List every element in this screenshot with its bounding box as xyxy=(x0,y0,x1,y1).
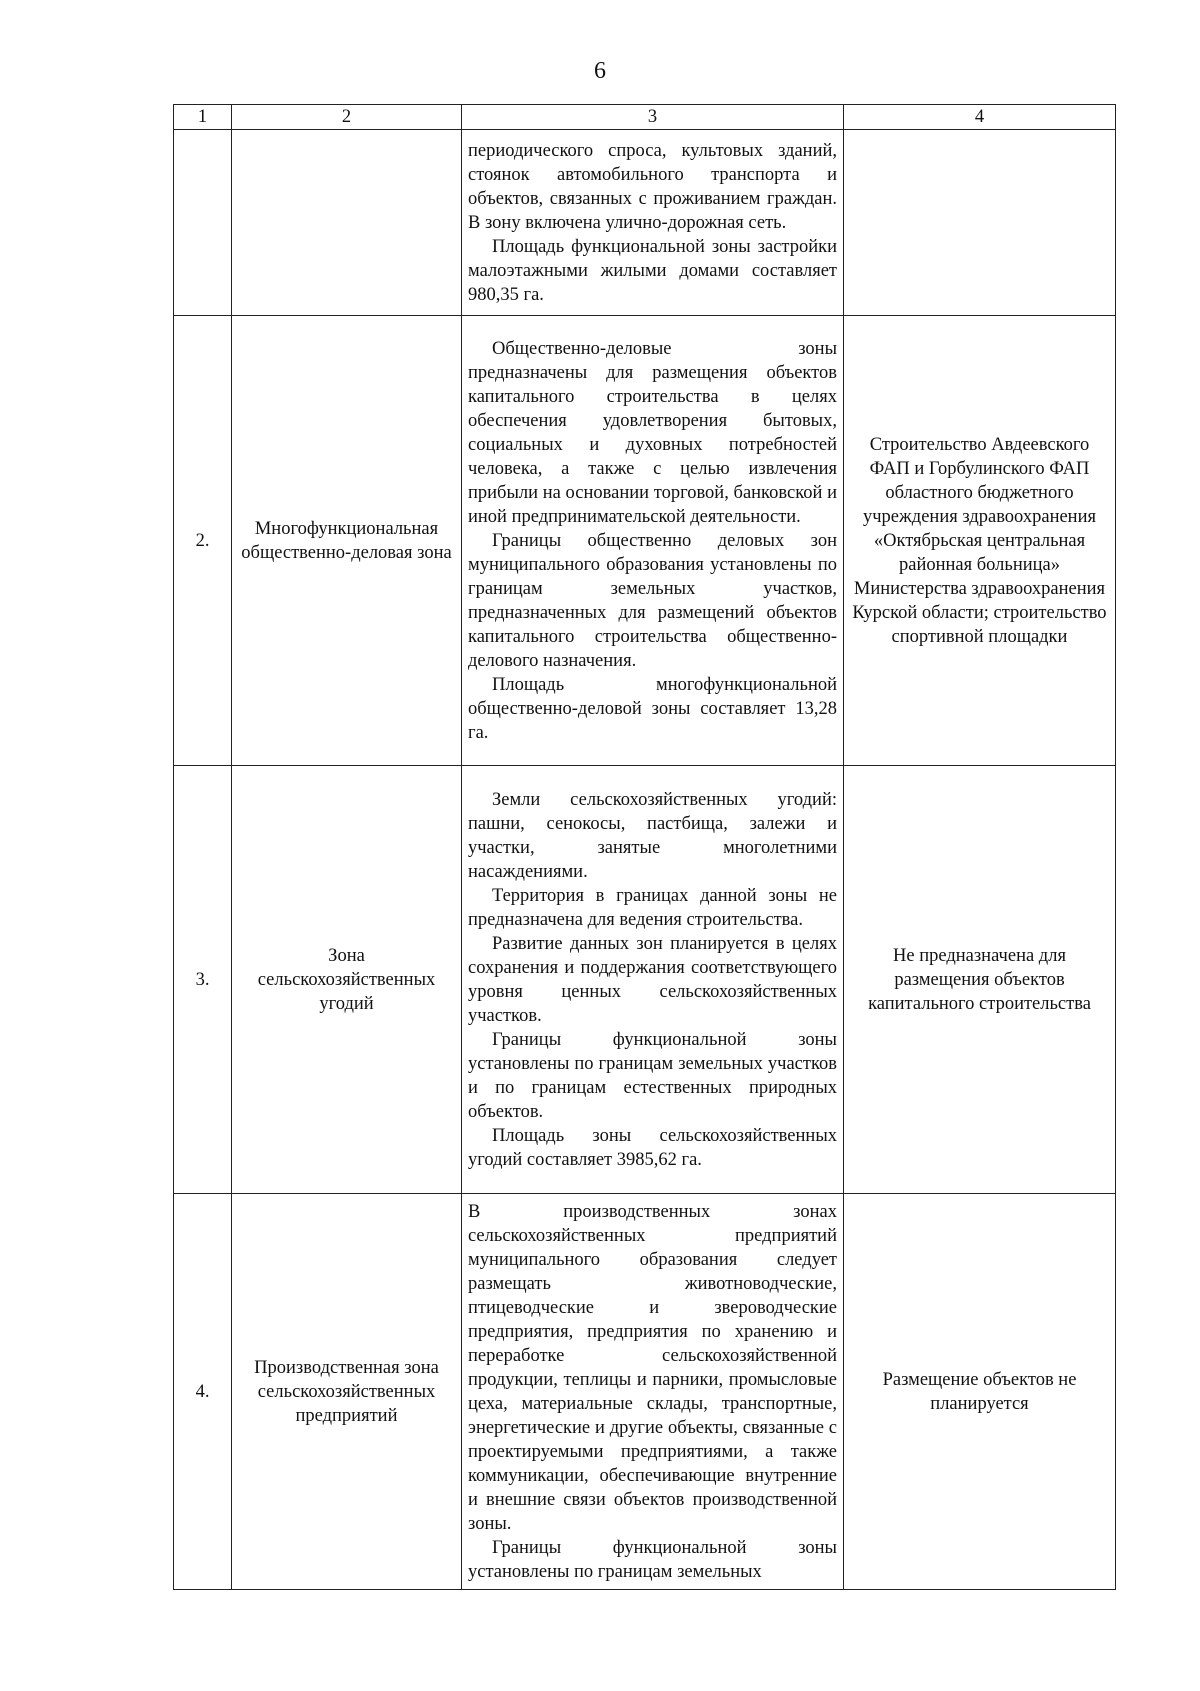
description-paragraph: Границы функциональной зоны установлены по границам земельных xyxy=(468,1537,837,1582)
table-row xyxy=(174,130,1116,316)
description-paragraph: периодического спроса, культовых зданий, стоянок автомобильного транспорта и объектов, связанных с проживанием граждан. В зону включена улично-дорожная сеть. xyxy=(468,140,837,233)
table-row xyxy=(174,1194,1116,1590)
header-row xyxy=(174,105,1116,130)
description-paragraph: Земли сельскохозяйственных угодий: пашни, сенокосы, пастбища, залежи и участки, занятые многолетними насаждениями. xyxy=(468,789,837,882)
description-paragraph: Площадь зоны сельскохозяйственных угодий составляет 3985,62 га. xyxy=(468,1125,837,1170)
zone-description-cell xyxy=(462,766,844,1194)
header-col-2: 2 xyxy=(232,105,462,130)
planned-objects-cell: Строительство Авдеевского ФАП и Горбулинского ФАП областного бюджетного учреждения здравоохранения «Октябрьская центральная районная больница» Министерства здравоохранения Курской области; строительство спортивной площадки xyxy=(844,316,1116,766)
description-paragraph: Общественно-деловые зоны предназначены для размещения объектов капитального строительства в целях обеспечения удовлетворения бытовых, социальных и духовных потребностей человека, а также с целью извлечения прибыли на основании торговой, банковской и иной предпринимательской деятельности. xyxy=(468,338,837,527)
header-col-3: 3 xyxy=(462,105,844,130)
header-col-1: 1 xyxy=(174,105,232,130)
zones-table xyxy=(173,104,1116,1590)
planned-objects-cell xyxy=(844,130,1116,316)
zone-name-cell: Многофункциональная общественно-деловая зона xyxy=(232,316,462,766)
page-number: 6 xyxy=(594,58,606,84)
zone-description-cell xyxy=(462,1194,844,1590)
planned-objects-cell: Не предназначена для размещения объектов капитального строительства xyxy=(844,766,1116,1194)
row-number-cell: 4. xyxy=(174,1194,232,1590)
zone-name-cell: Производственная зона сельскохозяйственных предприятий xyxy=(232,1194,462,1590)
zone-description-cell xyxy=(462,130,844,316)
table-row xyxy=(174,316,1116,766)
row-number-cell: 2. xyxy=(174,316,232,766)
zone-name-cell xyxy=(232,130,462,316)
description-paragraph: Территория в границах данной зоны не предназначена для ведения строительства. xyxy=(468,885,837,930)
planned-objects-cell: Размещение объектов не планируется xyxy=(844,1194,1116,1590)
row-number-cell xyxy=(174,130,232,316)
row-number-cell: 3. xyxy=(174,766,232,1194)
description-paragraph: Границы общественно деловых зон муниципального образования установлены по границам земельных участков, предназначенных для размещений объектов капитального строительства общественно-делового назначения. xyxy=(468,530,837,671)
description-paragraph: В производственных зонах сельскохозяйственных предприятий муниципального образования следует размещать животноводческие, птицеводческие и звероводческие предприятия, предприятия по хранению и переработке сельскохозяйственной продукции, теплицы и парники, промысловые цеха, материальные склады, транспортные, энергетические и другие объекты, связанные с проектируемыми предприятиями, а также коммуникации, обеспечивающие внутренние и внешние связи объектов производственной зоны. xyxy=(468,1201,837,1534)
description-paragraph: Площадь функциональной зоны застройки малоэтажными жилыми домами составляет 980,35 га. xyxy=(468,236,837,305)
table-row xyxy=(174,766,1116,1194)
zone-name-cell: Зона сельскохозяйственных угодий xyxy=(232,766,462,1194)
table-header xyxy=(174,105,1116,130)
description-paragraph: Площадь многофункциональной общественно-деловой зоны составляет 13,28 га. xyxy=(468,674,837,743)
description-paragraph: Развитие данных зон планируется в целях сохранения и поддержания соответствующего уровня ценных сельскохозяйственных участков. xyxy=(468,933,837,1026)
zone-description-cell xyxy=(462,316,844,766)
header-col-4: 4 xyxy=(844,105,1116,130)
description-paragraph: Границы функциональной зоны установлены по границам земельных участков и по границам естественных природных объектов. xyxy=(468,1029,837,1122)
